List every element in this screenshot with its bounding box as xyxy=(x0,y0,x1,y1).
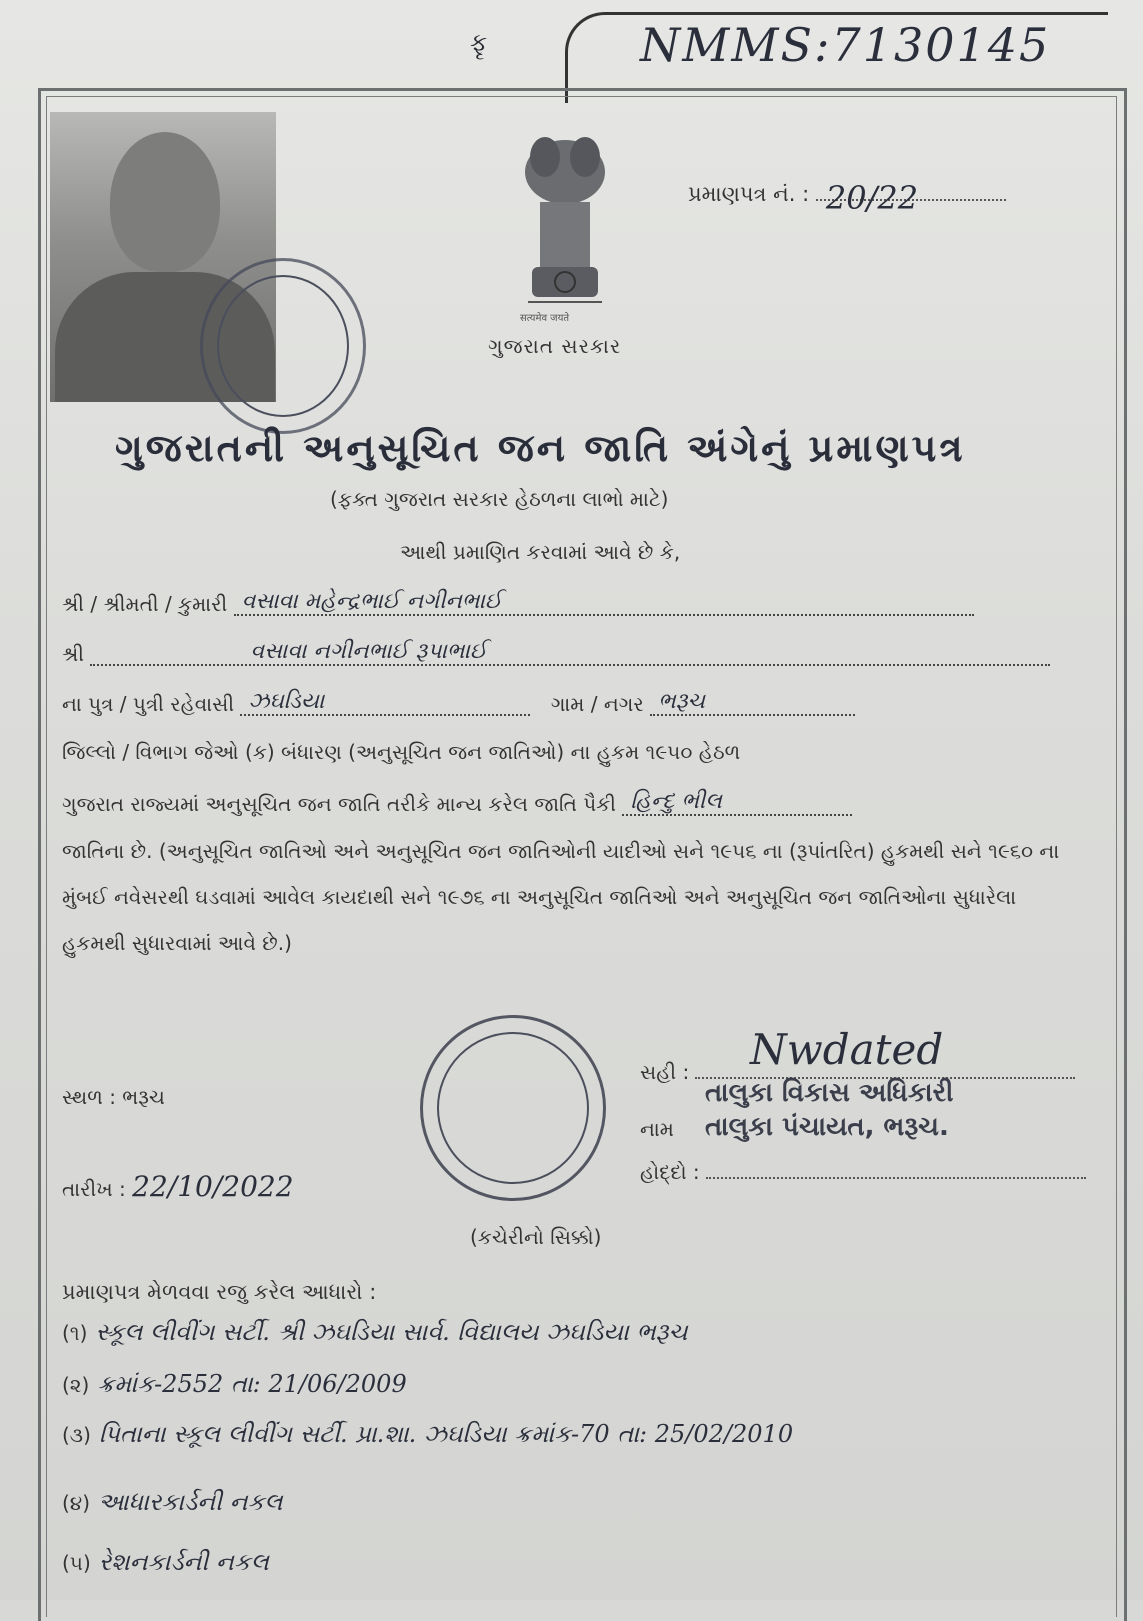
officer-title: તાલુકા વિકાસ અધિકારી xyxy=(705,1078,954,1108)
date-line xyxy=(62,1170,294,1203)
name-label: નામ xyxy=(640,1117,674,1141)
person-name: વસાવા મહેન્દ્રભાઈ નગીનભાઈ xyxy=(241,589,502,614)
header-code: NMMS:7130145 xyxy=(640,18,1051,72)
village-label: ગામ / નગર xyxy=(550,692,644,716)
certificate-number xyxy=(688,179,1006,217)
person-line xyxy=(62,590,974,616)
certificate-title: ગુજરાતની અનુસૂચિત જન જાતિ અંગેનું પ્રમાણપત્ર xyxy=(115,426,966,470)
name-row xyxy=(640,1117,674,1141)
document-item xyxy=(62,1548,269,1576)
designation-label: હોદ્દો : xyxy=(640,1160,700,1184)
person-name-field xyxy=(234,590,974,616)
parent-name: વસાવા નગીનભાઈ રૂપાભાઈ xyxy=(250,639,487,664)
place-line xyxy=(62,1085,165,1109)
designation-row xyxy=(640,1160,1086,1184)
residence-value: ઝઘડિયા xyxy=(248,689,325,714)
document-item xyxy=(62,1318,688,1346)
certificate-number-label: પ્રમાણપત્ર નં. : xyxy=(688,182,810,206)
place-label: સ્થળ : xyxy=(62,1085,116,1109)
residence-field xyxy=(240,690,530,716)
national-emblem-icon xyxy=(510,122,620,312)
sign-label: સહી : xyxy=(640,1060,690,1084)
photo-stamp xyxy=(200,258,366,434)
para-line-1: જિલ્લો / વિભાગ જેઓ (ક) બંધારણ (અનુસૂચિત જન જાતિઓ) ના હુકમ ૧૯૫૦ હેઠળ xyxy=(62,740,741,764)
document-item-number: (૫) xyxy=(62,1551,91,1575)
document-item-text: સ્કૂલ લીવીંગ સર્ટી. શ્રી ઝઘડિયા સાર્વ. વિદ્યાલય ઝઘડિયા ભરૂચ xyxy=(95,1318,688,1346)
document-item-number: (૧) xyxy=(62,1321,88,1345)
date-value: 22/10/2022 xyxy=(132,1170,294,1203)
residence-line xyxy=(62,690,855,716)
document-item-text: રેશનકાર્ડની નકલ xyxy=(98,1548,269,1576)
document-item-number: (૨) xyxy=(62,1373,90,1397)
parent-line xyxy=(62,640,1050,666)
document-item xyxy=(62,1420,793,1448)
seal-label: (કચેરીનો સિક્કો) xyxy=(470,1225,602,1249)
para-body: જાતિના છે. (અનુસૂચિત જાતિઓ અને અનુસૂચિત જન જાતિઓની યાદીઓ સને ૧૯૫૬ ના (રૂપાંતરિત) હુકમથી સને ૧૯૬૦ ના મુંબઈ નવેસરથી ઘડવામાં આવેલ કાયદાથી સને ૧૯૭૬ ના અનુસૂચિત જાતિઓ અને અનુસૂચિત જન જાતિઓના સુધારેલા હુકમથી સુધારવામાં આવે છે.) xyxy=(62,839,1060,955)
parent-label: શ્રી xyxy=(62,642,85,666)
officer-signature: Nwdated xyxy=(750,1025,944,1074)
para-line-2-text: ગુજરાત રાજ્યમાં અનુસૂચિત જન જાતિ તરીકે માન્ય કરેલ જાતિ પૈકી xyxy=(62,792,617,816)
intro-text: આથી પ્રમાણિત કરવામાં આવે છે કે, xyxy=(400,540,681,564)
office-seal xyxy=(420,1015,606,1201)
village-field xyxy=(650,690,855,716)
residence-label: ના પુત્ર / પુત્રી રહેવાસી xyxy=(62,692,235,716)
document-item-text: આધારકાર્ડની નકલ xyxy=(98,1488,283,1516)
village-value: ભરૂચ xyxy=(658,689,705,714)
document-item-text: પિતાના સ્કૂલ લીવીંગ સર્ટી. પ્રા.શા. ઝઘડિયા ક્રમાંક-70 તા: 25/02/2010 xyxy=(98,1420,794,1448)
header-annotation xyxy=(470,14,507,60)
para-line-2 xyxy=(62,790,852,816)
documents-title: પ્રમાણપત્ર મેળવવા રજુ કરેલ આધારો : xyxy=(62,1280,377,1304)
document-item xyxy=(62,1370,407,1398)
tribe-field xyxy=(622,790,852,816)
place-value: ભરૂચ xyxy=(122,1085,165,1109)
document-item-number: (૪) xyxy=(62,1491,91,1515)
emblem-motto: सत्यमेव जयते xyxy=(520,313,570,324)
certificate-subtitle: (ફક્ત ગુજરાત સરકાર હેઠળના લાભો માટે) xyxy=(330,487,669,511)
certificate-number-field xyxy=(816,179,1006,217)
tribe-value: હિન્દુ ભીલ xyxy=(630,789,722,814)
person-label: શ્રી / શ્રીમતી / કુમારી xyxy=(62,592,228,616)
government-name: ગુજરાત સરકાર xyxy=(488,334,622,358)
document-item-text: ક્રમાંક-2552 તા: 21/06/2009 xyxy=(97,1370,407,1398)
document-item-number: (૩) xyxy=(62,1423,91,1447)
header-prefix: ફૃ xyxy=(470,28,488,56)
certificate-number-value: 20/22 xyxy=(825,179,919,217)
document-item xyxy=(62,1488,283,1516)
officer-office: તાલુકા પંચાયત, ભરૂચ. xyxy=(705,1112,949,1142)
parent-name-field xyxy=(90,640,1050,666)
date-label: તારીખ : xyxy=(62,1177,126,1201)
